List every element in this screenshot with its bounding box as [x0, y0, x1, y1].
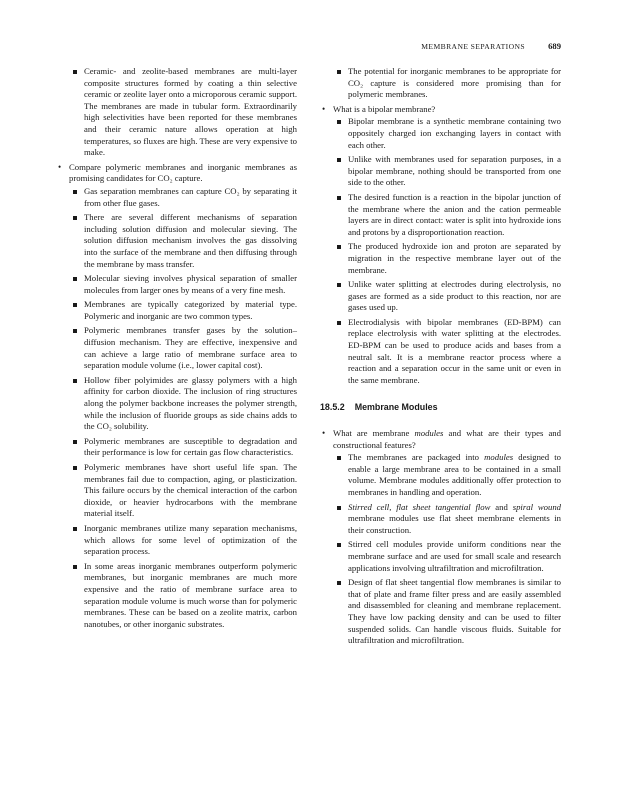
section-heading	[320, 402, 561, 414]
bullet-inorganic-mechanisms: Inorganic membranes utilize many separation mechanisms, which allows for some level of optimization of the separation process.	[56, 523, 297, 558]
left-column	[56, 66, 297, 633]
bullet-polymeric-transfer: Polymeric membranes transfer gases by the solution–diffusion mechanism. They are effective, inexpensive and can achieve a large ratio of membrane surface area to separation module volume (i.e., lower capital cost).	[56, 325, 297, 371]
bullet-molecular-sieving: Molecular sieving involves physical separation of smaller molecules from larger ones by means of a very fine mesh.	[56, 273, 297, 296]
running-head	[56, 41, 561, 55]
bullet-stirred-cell: Stirred cell modules provide uniform conditions near the membrane surface and are used for small scale and research applications involving ultrafiltration and microfiltration.	[320, 539, 561, 574]
question-bipolar-membrane: • What is a bipolar membrane?	[320, 104, 561, 116]
bullet-modules-packaging: The membranes are packaged into modules designed to enable a large membrane area to be contained in a small volume. Membrane modules additionally offer protection to membranes in handling and operation.	[320, 452, 561, 498]
bullet-module-types: Stirred cell, flat sheet tangential flow and spiral wound membrane modules use flat sheet membrane elements in their construction.	[320, 502, 561, 537]
bullet-bipolar-transport: Unlike with membranes used for separation purposes, in a bipolar membrane, nothing should be transported from one side to the other.	[320, 154, 561, 189]
bullet-inorganic-outperform: In some areas inorganic membranes outperform polymeric membranes, but inorganic membranes are much more expensive and the ratio of membrane surface area to separation module volume is much worse than for polymeric membranes. These can be based on a zeolite matrix, carbon nanotubes, or other inorganic substrates.	[56, 561, 297, 631]
bullet-hydroxide-proton: The produced hydroxide ion and proton are separated by migration in the respective membrane layer out of the membrane.	[320, 241, 561, 276]
bullet-mechanisms: There are several different mechanisms of separation including solution diffusion and molecular sieving. The solution diffusion mechanism involves the gas dissolving into the surface of the membrane and then diffusing through the membrane by mass transfer.	[56, 212, 297, 270]
bullet-material-type: Membranes are typically categorized by material type. Polymeric and inorganic are two common types.	[56, 299, 297, 322]
bullet-gas-separation: Gas separation membranes can capture CO₂ by separating it from other flue gases.	[56, 186, 297, 209]
bullet-ceramic-zeolite: Ceramic- and zeolite-based membranes are multi-layer composite structures formed by coating a thin selective ceramic or zeolite layer onto a microporous ceramic support. The membranes are made in tubular form. Extraordinarily high selectivities have been reported for these membranes and their ceramic nature allows operation at high temperatures, so fluxes are high. These are very expensive to make.	[56, 66, 297, 159]
bullet-hollow-fiber: Hollow fiber polyimides are glassy polymers with a high affinity for carbon dioxide. The inclusion of ring structures along the polymer backbone increases the polymer strength, while the inclusion of fluoride groups as side chains adds to the CO₂ solubility.	[56, 375, 297, 433]
question-membrane-modules: • What are membrane modules and what are their types and constructional features?	[320, 428, 561, 451]
right-column	[320, 66, 561, 650]
bullet-flat-sheet: Design of flat sheet tangential flow membranes is similar to that of plate and frame filter press and are easily assembled and disassembled for cleaning and membrane replacement. They have low packing density and can be used to filter suspended solids. Can handle viscous fluids. Suitable for ultrafiltration and microfiltration.	[320, 577, 561, 647]
running-title: MEMBRANE SEPARATIONS	[421, 42, 525, 51]
section-title: Membrane Modules	[354, 402, 438, 413]
bullet-bipolar-definition: Bipolar membrane is a synthetic membrane containing two oppositely charged ion exchanging layers in contact with each other.	[320, 116, 561, 151]
bullet-polymeric-lifespan: Polymeric membranes have short useful life span. The membranes fail due to compaction, aging, or plasticization. This failure occurs by the chemical interaction of the carbon dioxide, or heavier hydrocarbons with the membrane material itself.	[56, 462, 297, 520]
bullet-ed-bpm: Electrodialysis with bipolar membranes (ED-BPM) can replace electrolysis with water splitting at the electrodes. ED-BPM can be used to produce acids and bases from a neutral salt. It is a membrane reactor process where a reaction and a separation occur in the same unit or even in the same membrane.	[320, 317, 561, 387]
bullet-water-splitting: Unlike water splitting at electrodes during electrolysis, no gases are formed as a side product to this reaction, nor are gases used up.	[320, 279, 561, 314]
page-number: 689	[548, 41, 561, 51]
bullet-inorganic-potential: The potential for inorganic membranes to be appropriate for CO₂ capture is considered more promising than for polymeric membranes.	[320, 66, 561, 101]
question-compare-membranes: • Compare polymeric membranes and inorganic membranes as promising candidates for CO₂ capture.	[56, 162, 297, 185]
bullet-bipolar-function: The desired function is a reaction in the bipolar junction of the membrane where the anion and the cation permeable layers are in direct contact: water is split into hydroxide ions and protons by a disproportionation reaction.	[320, 192, 561, 238]
bullet-polymeric-degradation: Polymeric membranes are susceptible to degradation and their performance is low for certain gas flow characteristics.	[56, 436, 297, 459]
section-number: 18.5.2	[320, 402, 345, 413]
